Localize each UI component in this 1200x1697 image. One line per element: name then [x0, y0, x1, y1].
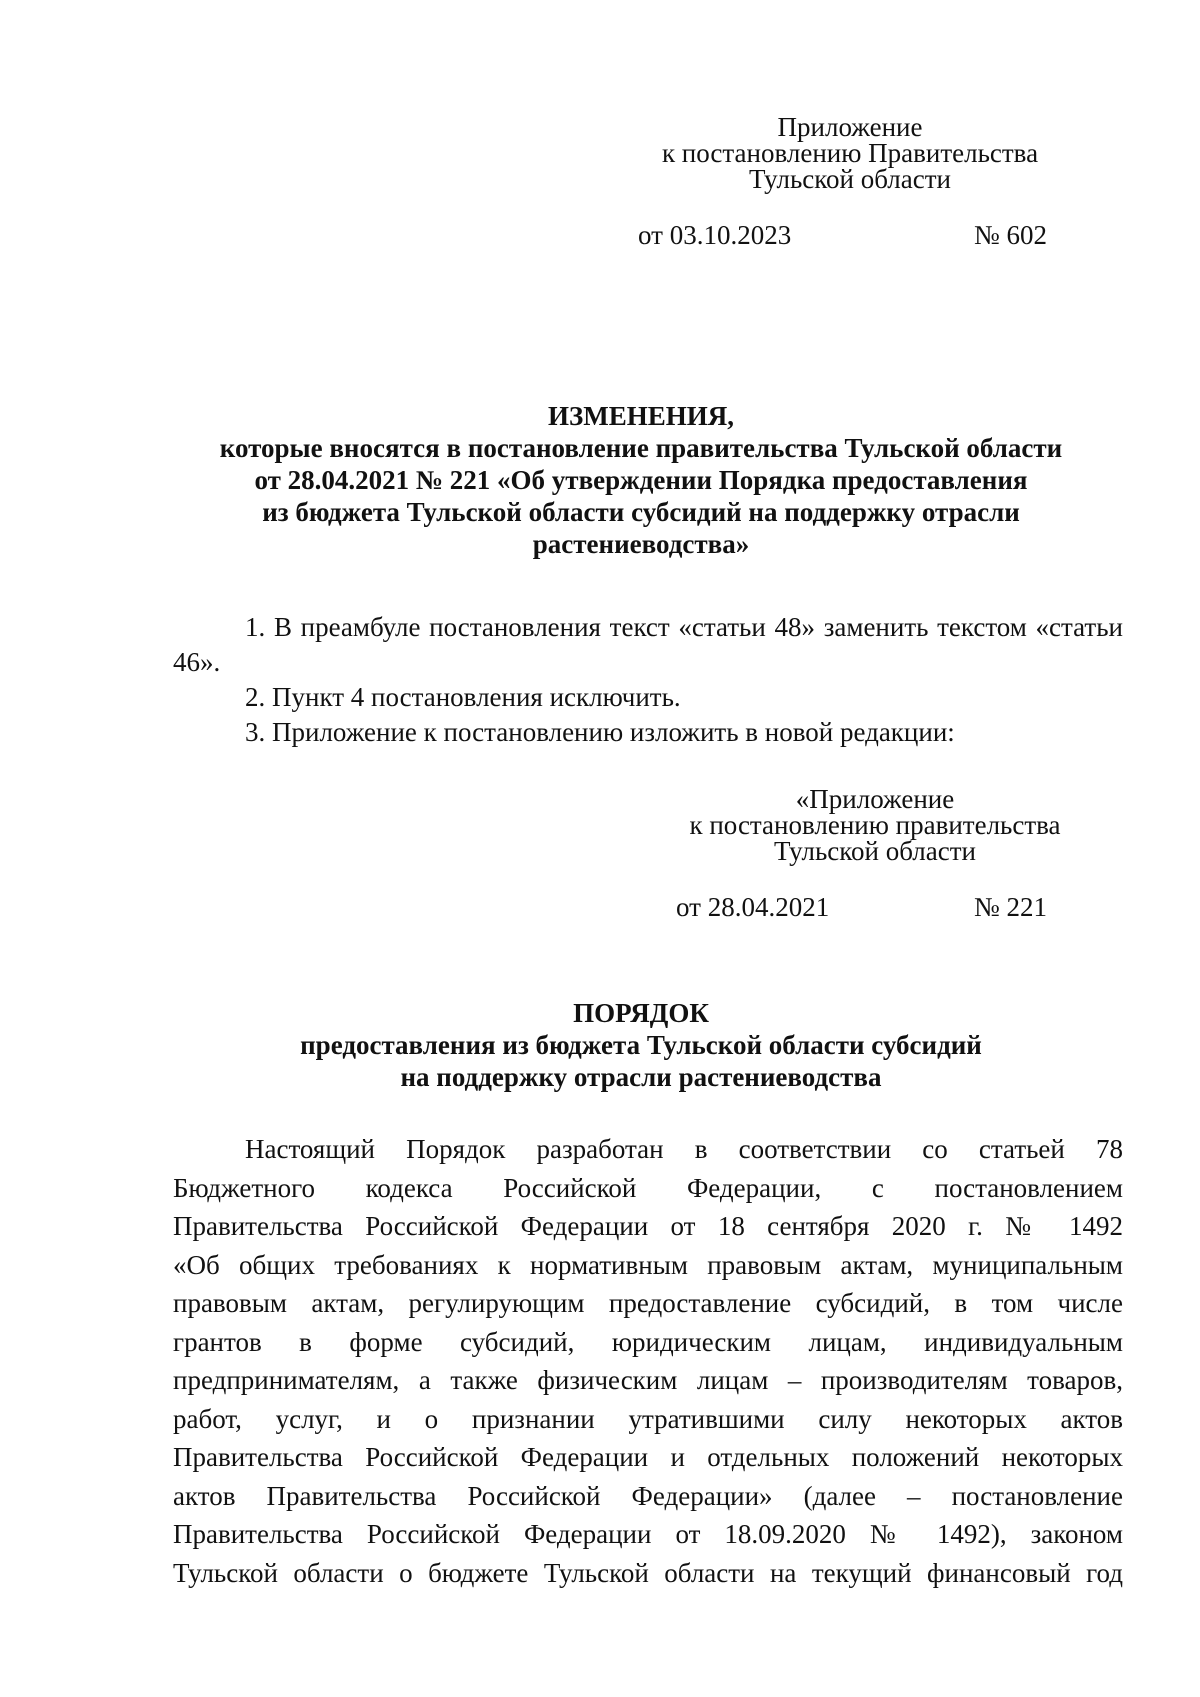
order-title-line: на поддержку отрасли растениеводства	[400, 1062, 882, 1092]
changes-title-line: из бюджета Тульской области субсидий на поддержку отрасли	[262, 497, 1020, 527]
changes-title-line: растениеводства»	[532, 529, 750, 559]
order-title-line: предоставления из бюджета Тульской области субсидий	[300, 1030, 982, 1060]
change-item-3: 3. Приложение к постановлению изложить в новой редакции:	[245, 717, 955, 747]
appendix-number: № 602	[974, 220, 1048, 250]
body-line: Правительства Российской Федерации от 18 сентября 2020 г. № 1492	[173, 1211, 1123, 1241]
body-line: Правительства Российской Федерации от 18.09.2020 № 1492), законом	[173, 1519, 1123, 1549]
order-title-heading: ПОРЯДОК	[573, 998, 709, 1028]
new-appendix-date: от 28.04.2021	[676, 892, 830, 922]
body-line: правовым актам, регулирующим предоставление субсидий, в том числе	[173, 1288, 1123, 1318]
change-items	[173, 610, 1123, 750]
new-appendix-header	[670, 786, 1080, 864]
appendix-date: от 03.10.2023	[638, 220, 792, 250]
body-line: Правительства Российской Федерации и отдельных положений некоторых	[173, 1442, 1123, 1472]
appendix-region: Тульской области	[749, 164, 951, 194]
body-line: грантов в форме субсидий, юридическим лицам, индивидуальным	[173, 1326, 1123, 1357]
changes-title-line: от 28.04.2021 № 221 «Об утверждении Порядка предоставления	[254, 465, 1028, 495]
change-item-1: 1. В преамбуле постановления текст «статьи 48» заменить текстом «статьи 46».	[173, 612, 1123, 677]
body-line: Тульской области о бюджете Тульской области на текущий финансовый год	[173, 1557, 1123, 1588]
order-title	[160, 997, 1122, 1093]
new-appendix-region: Тульской области	[774, 836, 976, 866]
changes-title	[160, 400, 1122, 560]
new-appendix-number: № 221	[974, 892, 1048, 922]
body-line: предпринимателям, а также физическим лицам – производителям товаров,	[173, 1365, 1123, 1395]
order-body-paragraph	[173, 1130, 1123, 1592]
appendix-reference: к постановлению Правительства	[661, 138, 1039, 168]
body-line: «Об общих требованиях к нормативным правовым актам, муниципальным	[173, 1249, 1123, 1280]
changes-title-heading: ИЗМЕНЕНИЯ,	[547, 401, 734, 431]
changes-title-line: которые вносятся в постановление правительства Тульской области	[219, 433, 1063, 463]
body-line: Бюджетного кодекса Российской Федерации, с постановлением	[173, 1172, 1123, 1203]
appendix-label: Приложение	[777, 112, 923, 142]
body-line: актов Правительства Российской Федерации» (далее – постановление	[173, 1480, 1123, 1511]
body-line: Настоящий Порядок разработан в соответствии со статьей 78	[245, 1134, 1123, 1164]
new-appendix-label: «Приложение	[795, 784, 955, 814]
new-appendix-reference: к постановлению правительства	[689, 810, 1061, 840]
body-line: работ, услуг, и о признании утратившими силу некоторых актов	[173, 1403, 1123, 1434]
change-item-2: 2. Пункт 4 постановления исключить.	[245, 682, 681, 712]
appendix-header	[640, 114, 1060, 192]
